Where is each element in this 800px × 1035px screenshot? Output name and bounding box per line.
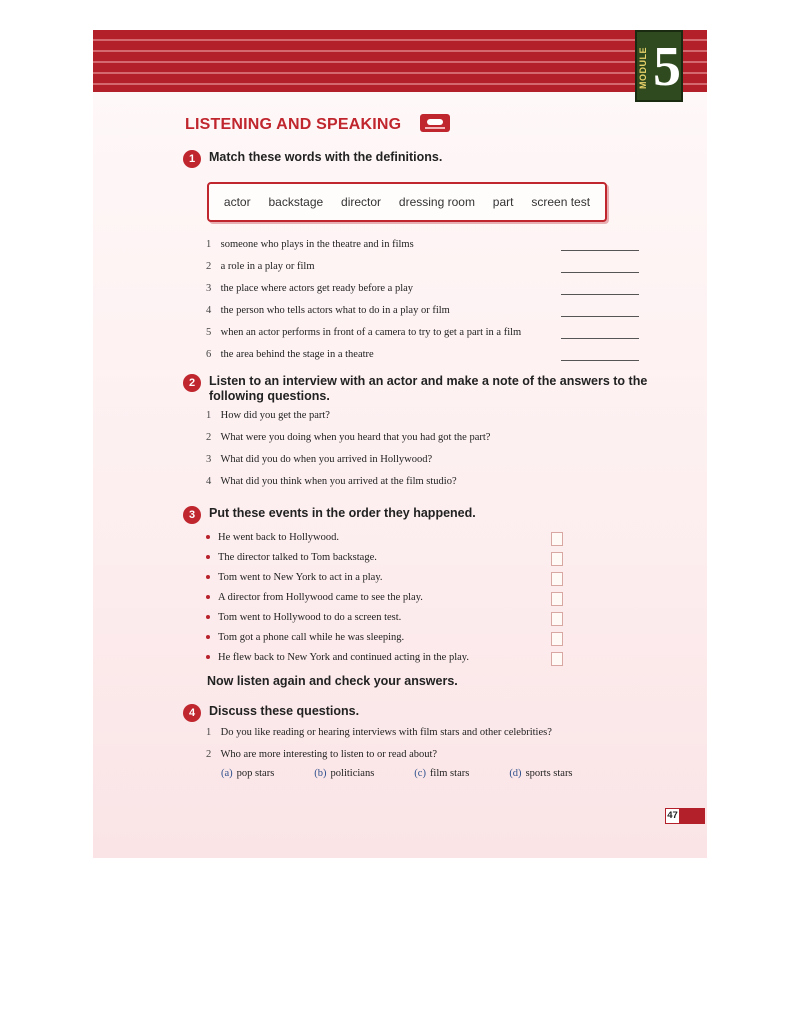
list-item: 4 the person who tells actors what to do in a play or film bbox=[206, 305, 521, 327]
order-checkbox[interactable] bbox=[551, 552, 563, 566]
exercise-instruction: Put these events in the order they happened. bbox=[209, 506, 476, 520]
list-item: He flew back to New York and continued acting in the play. bbox=[206, 652, 469, 672]
list-item: 1 How did you get the part? bbox=[206, 410, 330, 421]
answer-options bbox=[221, 768, 581, 779]
answer-blank[interactable] bbox=[561, 360, 639, 361]
list-item: 1 someone who plays in the theatre and in films bbox=[206, 239, 521, 261]
answer-blank[interactable] bbox=[561, 338, 639, 339]
exercise-3-heading bbox=[183, 506, 643, 524]
option-d[interactable]: (d) sports stars bbox=[509, 768, 573, 779]
exercise-instruction: Discuss these questions. bbox=[209, 704, 360, 718]
list-item: Tom got a phone call while he was sleeping. bbox=[206, 632, 469, 652]
events-list bbox=[206, 532, 469, 672]
header-banner bbox=[93, 30, 707, 92]
word-box bbox=[207, 182, 607, 222]
answer-blank[interactable] bbox=[561, 272, 639, 273]
order-checkbox[interactable] bbox=[551, 612, 563, 626]
list-item: Tom went to Hollywood to do a screen test. bbox=[206, 612, 469, 632]
page-number-tab bbox=[665, 808, 705, 824]
bullet-icon bbox=[206, 595, 210, 599]
list-item: He went back to Hollywood. bbox=[206, 532, 469, 552]
module-number: 5 bbox=[653, 36, 681, 98]
order-checkbox[interactable] bbox=[551, 532, 563, 546]
list-item: 2 a role in a play or film bbox=[206, 261, 521, 283]
questions-list bbox=[206, 410, 490, 498]
answer-blank[interactable] bbox=[561, 316, 639, 317]
option-b[interactable]: (b) politicians bbox=[314, 768, 375, 779]
answer-blank[interactable] bbox=[561, 294, 639, 295]
exercise-2-heading bbox=[183, 374, 653, 404]
exercise-instruction: Listen to an interview with an actor and make a note of the answers to the following questions. bbox=[209, 374, 648, 403]
bullet-icon bbox=[206, 655, 210, 659]
discussion-list bbox=[206, 727, 552, 771]
list-item: 2 Who are more interesting to listen to or read about? bbox=[206, 749, 438, 760]
section-title: LISTENING AND SPEAKING bbox=[185, 116, 402, 133]
option-c[interactable]: (c) film stars bbox=[414, 768, 470, 779]
word-item: part bbox=[492, 195, 514, 209]
word-item: screen test bbox=[531, 195, 591, 209]
list-item: 2 What were you doing when you heard that you had got the part? bbox=[206, 432, 491, 443]
answer-blank[interactable] bbox=[561, 250, 639, 251]
order-checkbox[interactable] bbox=[551, 572, 563, 586]
bullet-icon bbox=[206, 575, 210, 579]
list-item: 5 when an actor performs in front of a camera to try to get a part in a film bbox=[206, 327, 521, 349]
list-item: 1 Do you like reading or hearing interviews with film stars and other celebrities? bbox=[206, 727, 552, 738]
list-item: 6 the area behind the stage in a theatre bbox=[206, 349, 521, 371]
list-item: Tom went to New York to act in a play. bbox=[206, 572, 469, 592]
option-a[interactable]: (a) pop stars bbox=[221, 768, 275, 779]
bullet-icon bbox=[206, 615, 210, 619]
list-item: The director talked to Tom backstage. bbox=[206, 552, 469, 572]
textbook-page bbox=[93, 30, 707, 858]
word-item: director bbox=[341, 195, 382, 209]
list-item: 3 the place where actors get ready before a play bbox=[206, 283, 521, 305]
module-badge bbox=[635, 30, 683, 102]
exercise-number: 4 bbox=[183, 704, 201, 722]
order-checkbox[interactable] bbox=[551, 652, 563, 666]
word-item: backstage bbox=[268, 195, 324, 209]
bullet-icon bbox=[206, 635, 210, 639]
order-checkbox[interactable] bbox=[551, 632, 563, 646]
followup-instruction: Now listen again and check your answers. bbox=[207, 674, 458, 688]
order-checkbox[interactable] bbox=[551, 592, 563, 606]
module-label: MODULE bbox=[638, 47, 648, 89]
page-number: 47 bbox=[665, 808, 680, 824]
list-item: 4 What did you think when you arrived at the film studio? bbox=[206, 476, 457, 487]
exercise-instruction: Match these words with the definitions. bbox=[209, 150, 443, 164]
word-item: dressing room bbox=[398, 195, 475, 209]
definitions-list bbox=[206, 239, 521, 371]
word-item: actor bbox=[223, 195, 251, 209]
exercise-1-heading bbox=[183, 150, 643, 168]
bullet-icon bbox=[206, 535, 210, 539]
list-item: 3 What did you do when you arrived in Hollywood? bbox=[206, 454, 433, 465]
list-item: A director from Hollywood came to see the play. bbox=[206, 592, 469, 612]
exercise-number: 2 bbox=[183, 374, 201, 392]
bullet-icon bbox=[206, 555, 210, 559]
exercise-4-heading bbox=[183, 704, 643, 722]
exercise-number: 3 bbox=[183, 506, 201, 524]
cassette-icon bbox=[420, 114, 450, 132]
exercise-number: 1 bbox=[183, 150, 201, 168]
